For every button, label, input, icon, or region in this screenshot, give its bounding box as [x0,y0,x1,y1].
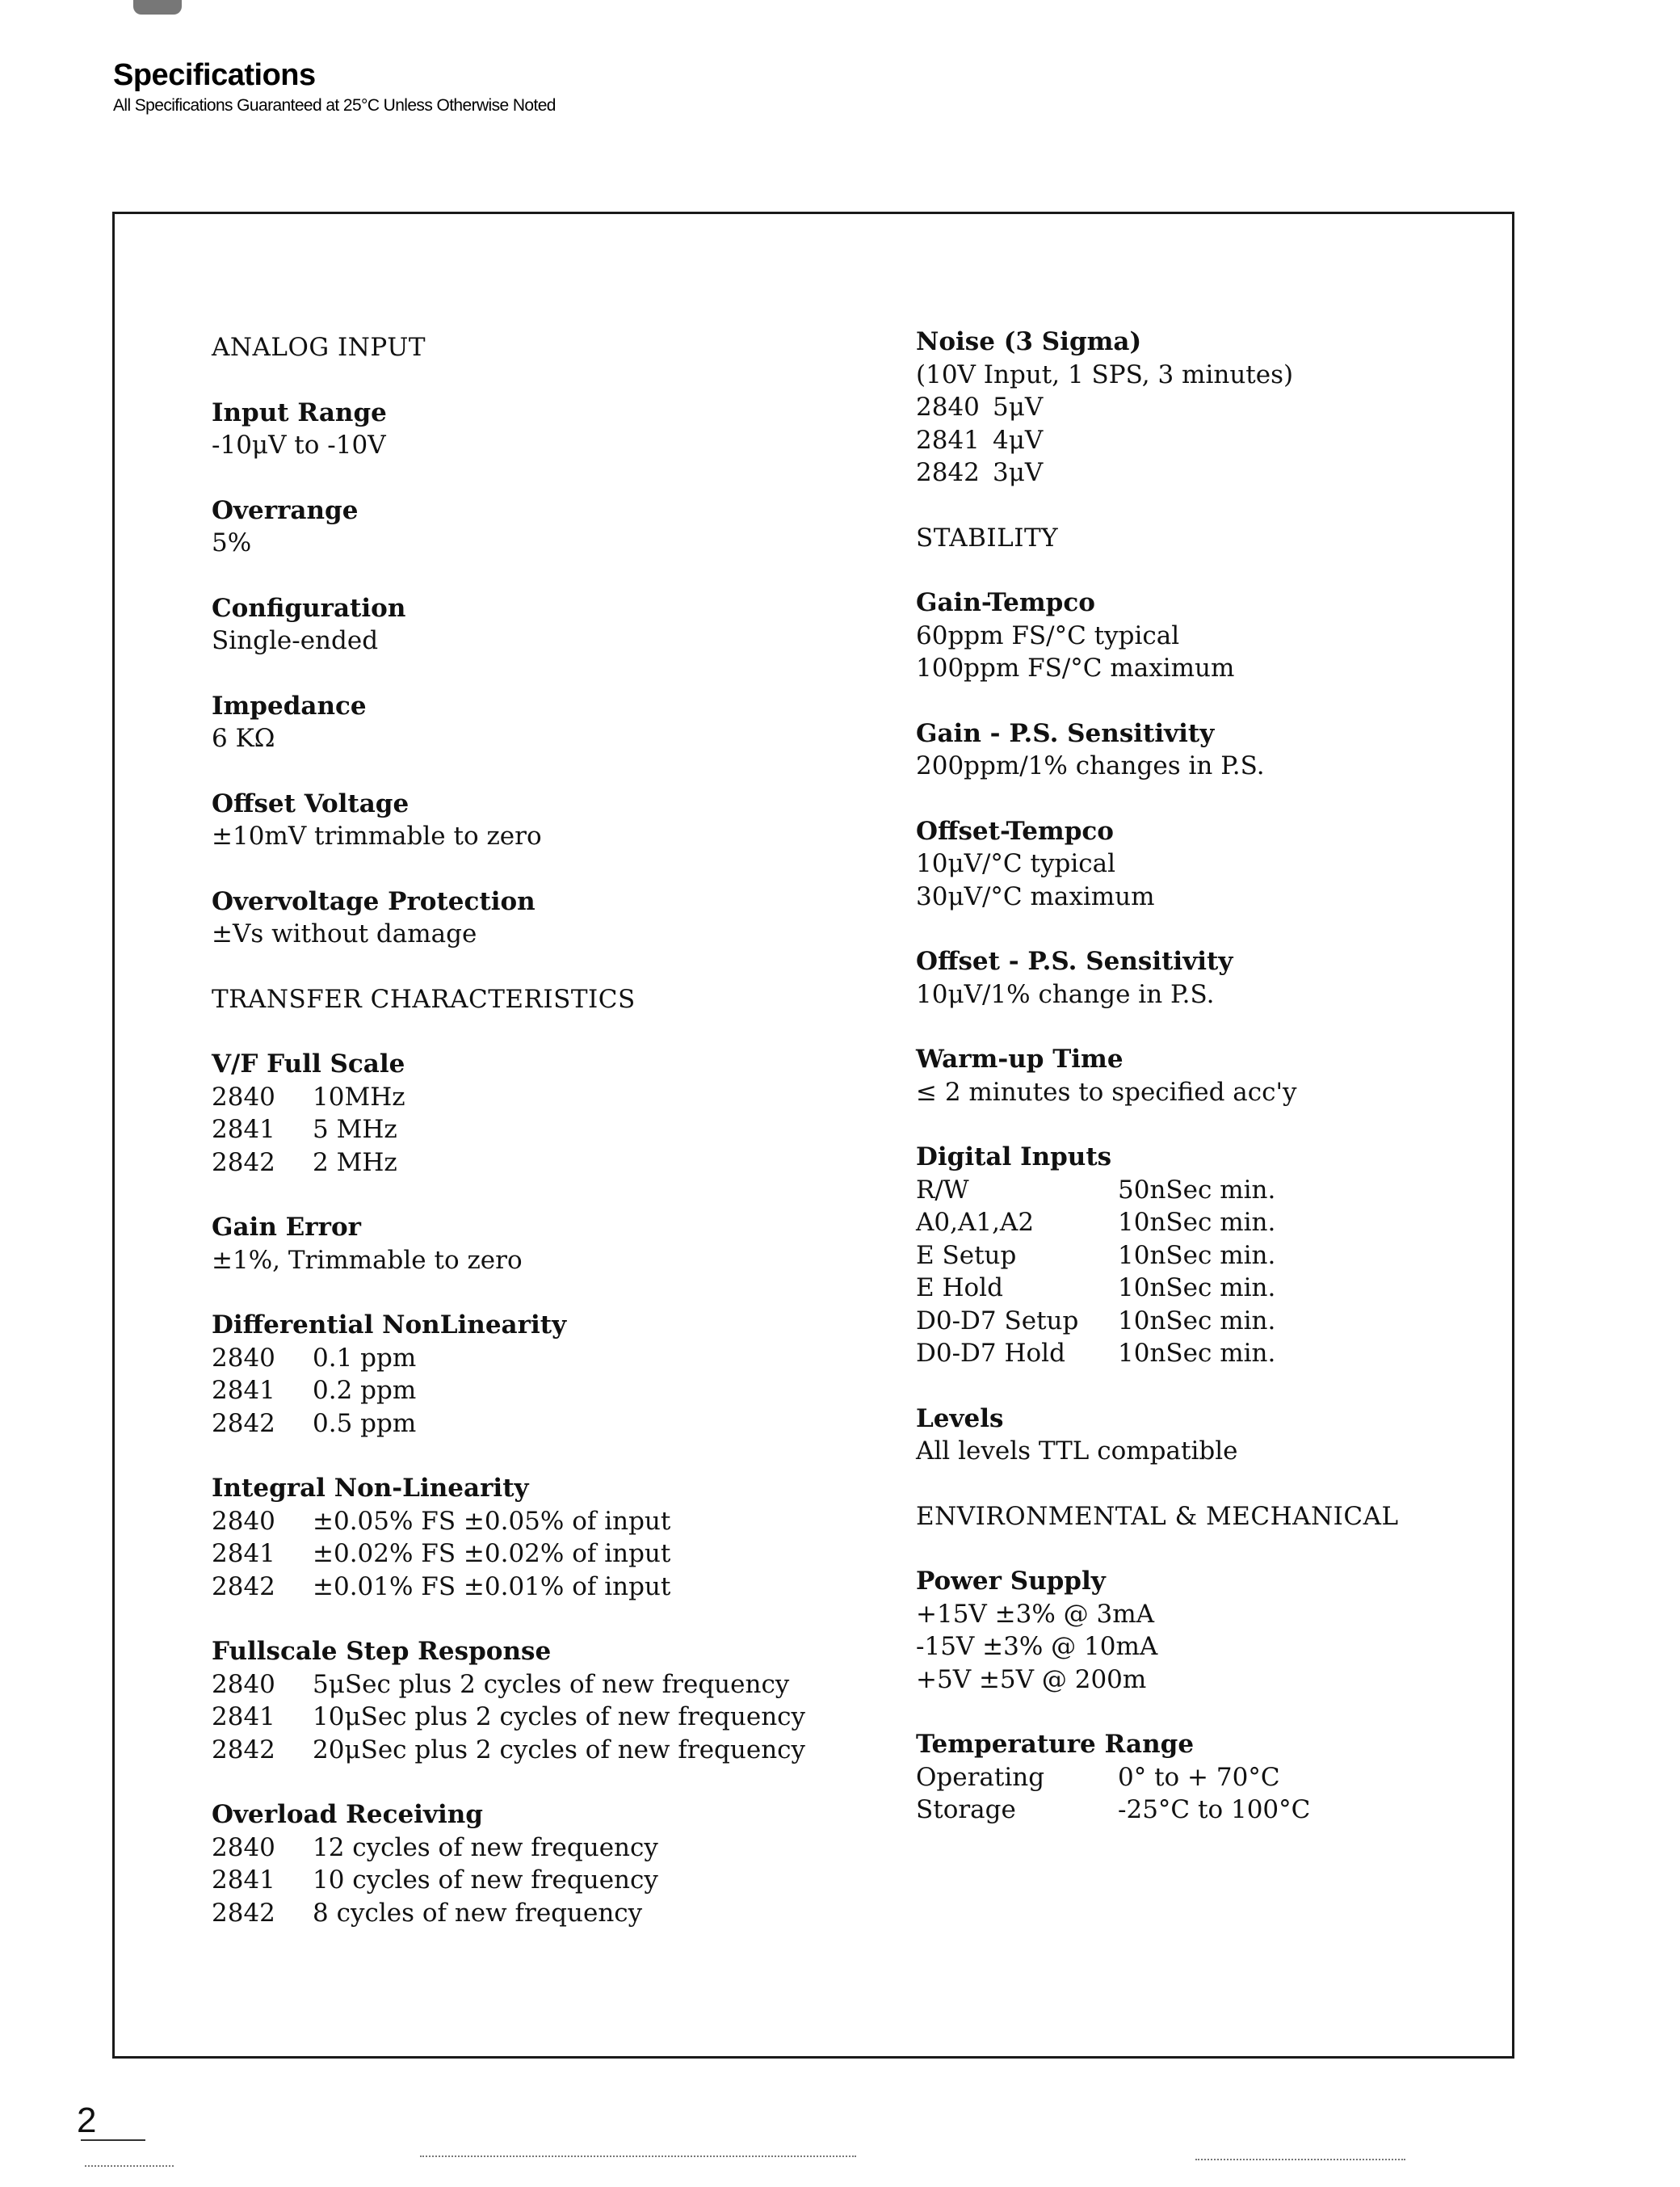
page-title: Specifications [113,58,316,92]
gain-tempco-typical: 60ppm FS/°C typical [916,620,1180,650]
offset-voltage-label: Offset Voltage [212,789,410,818]
input-range-label: Input Range [212,397,387,427]
table-row [212,1146,825,1180]
scan-noise [1195,2159,1405,2160]
section-transfer: TRANSFER CHARACTERISTICS [212,984,636,1014]
table-row [212,1374,825,1407]
gain-tempco-label: Gain-Tempco [916,588,1095,617]
spec-value: 4μV [993,425,1044,455]
noise-label: Noise (3 Sigma) [916,327,1142,356]
model-number: 2842 [212,1408,275,1438]
offset-voltage-value: ±10mV trimmable to zero [212,822,542,851]
table-row [212,1081,825,1114]
table-row [212,1832,825,1865]
digital-inputs-label: Digital Inputs [916,1142,1112,1171]
scan-artifact [133,0,182,15]
temperature-label: Temperature Range [916,1730,1195,1759]
spec-value: 0.2 ppm [313,1376,417,1405]
section-stability: STABILITY [916,523,1059,553]
model-number: 2842 [212,1147,275,1177]
vf-full-scale-label: V/F Full Scale [212,1049,405,1079]
table-row [916,424,1497,457]
spec-value: ±0.05% FS ±0.05% of input [313,1506,671,1536]
power-supply-label: Power Supply [916,1567,1106,1596]
section-environmental: ENVIRONMENTAL & MECHANICAL [916,1501,1399,1531]
signal-name: R/W [916,1175,969,1205]
spec-value: 8 cycles of new frequency [313,1898,643,1928]
spec-value: 12 cycles of new frequency [313,1832,658,1862]
table-row [916,1272,1497,1305]
signal-name: E Hold [916,1273,1003,1302]
spec-value: 0.5 ppm [313,1408,417,1438]
warmup-value: ≤ 2 minutes to specified acc'y [916,1077,1297,1107]
temperature-mode: Storage [916,1795,1016,1824]
inl-label: Integral Non-Linearity [212,1474,529,1503]
levels-value: All levels TTL compatible [916,1436,1238,1466]
spec-value: 10nSec min. [1118,1273,1276,1302]
scan-noise [420,2155,856,2157]
offset-ps-label: Offset - P.S. Sensitivity [916,947,1233,976]
model-number: 2841 [212,1376,275,1405]
table-row [212,1571,825,1604]
model-number: 2842 [916,458,980,487]
overrange-value: 5% [212,528,252,557]
table-row [916,1305,1497,1338]
model-number: 2841 [916,425,980,455]
right-column [916,326,1497,1827]
table-row [916,391,1497,424]
page-heading [113,58,556,116]
page-subtitle: All Specifications Guaranteed at 25°C Unless Otherwise Noted [113,96,556,115]
noise-note: (10V Input, 1 SPS, 3 minutes) [916,360,1294,389]
model-number: 2842 [212,1898,275,1928]
model-number: 2841 [212,1115,275,1144]
model-number: 2840 [212,1506,275,1536]
levels-label: Levels [916,1403,1004,1433]
spec-value: 5 MHz [313,1115,397,1144]
offset-ps-value: 10μV/1% change in P.S. [916,979,1215,1009]
spec-value: 10 cycles of new frequency [313,1865,658,1895]
power-supply-line: -15V ±3% @ 10mA [916,1632,1158,1661]
model-number: 2842 [212,1571,275,1601]
table-row [916,1206,1497,1239]
configuration-value: Single-ended [212,626,379,655]
dnl-label: Differential NonLinearity [212,1310,567,1340]
warmup-label: Warm-up Time [916,1045,1124,1074]
gain-error-label: Gain Error [212,1213,361,1242]
table-row [916,1174,1497,1207]
spec-value: 10nSec min. [1118,1208,1276,1237]
scan-noise [85,2165,174,2167]
table-row [212,1701,825,1734]
model-number: 2840 [212,1832,275,1862]
spec-value: 10μSec plus 2 cycles of new frequency [313,1702,806,1731]
spec-value: 20μSec plus 2 cycles of new frequency [313,1735,806,1764]
model-number: 2842 [212,1735,275,1764]
page-number-rule [81,2139,145,2141]
page-number: 2 [77,2101,97,2140]
spec-value: ±0.02% FS ±0.02% of input [313,1539,671,1568]
power-supply-line: +5V ±5V @ 200m [916,1664,1147,1694]
spec-value: 0° to + 70°C [1118,1762,1280,1792]
overload-label: Overload Receiving [212,1800,483,1829]
left-column [212,331,825,1929]
table-row [212,1113,825,1146]
table-row [212,1342,825,1375]
table-row [212,1897,825,1930]
spec-value: 2 MHz [313,1147,397,1177]
overvoltage-label: Overvoltage Protection [212,886,536,916]
table-row [212,1734,825,1767]
signal-name: A0,A1,A2 [916,1208,1035,1237]
spec-value: 10nSec min. [1118,1306,1276,1335]
spec-value: 10MHz [313,1082,405,1112]
spec-value: -25°C to 100°C [1118,1795,1311,1824]
spec-value: 10nSec min. [1118,1339,1276,1368]
model-number: 2840 [212,1082,275,1112]
table-row [212,1505,825,1538]
spec-value: ±0.01% FS ±0.01% of input [313,1571,671,1601]
impedance-label: Impedance [212,691,367,721]
spec-value: 3μV [993,458,1044,487]
table-row [916,1794,1497,1827]
offset-tempco-typical: 10μV/°C typical [916,849,1115,878]
table-row [916,1239,1497,1272]
table-row [212,1537,825,1571]
gain-ps-value: 200ppm/1% changes in P.S. [916,751,1265,780]
signal-name: D0-D7 Hold [916,1339,1065,1368]
signal-name: D0-D7 Setup [916,1306,1079,1335]
section-analog-input: ANALOG INPUT [212,333,426,362]
offset-tempco-label: Offset-Tempco [916,816,1114,846]
overrange-label: Overrange [212,495,359,525]
table-row [212,1668,825,1701]
model-number: 2840 [212,1343,275,1373]
table-row [916,1761,1497,1794]
signal-name: E Setup [916,1240,1017,1270]
model-number: 2841 [212,1539,275,1568]
gain-ps-label: Gain - P.S. Sensitivity [916,718,1215,748]
impedance-value: 6 KΩ [212,724,275,753]
spec-value: 5μSec plus 2 cycles of new frequency [313,1669,790,1699]
gain-error-value: ±1%, Trimmable to zero [212,1245,523,1275]
input-range-value: -10μV to -10V [212,431,386,460]
table-row [916,456,1497,490]
gain-tempco-max: 100ppm FS/°C maximum [916,654,1235,683]
configuration-label: Configuration [212,593,406,623]
offset-tempco-max: 30μV/°C maximum [916,881,1155,911]
power-supply-line: +15V ±3% @ 3mA [916,1599,1155,1629]
table-row [212,1864,825,1897]
model-number: 2840 [212,1669,275,1699]
model-number: 2841 [212,1702,275,1731]
spec-value: 50nSec min. [1118,1175,1276,1205]
model-number: 2840 [916,393,980,422]
spec-value: 10nSec min. [1118,1240,1276,1270]
model-number: 2841 [212,1865,275,1895]
spec-value: 5μV [993,393,1044,422]
temperature-mode: Operating [916,1762,1045,1792]
spec-value: 0.1 ppm [313,1343,417,1373]
table-row [212,1407,825,1440]
overvoltage-value: ±Vs without damage [212,919,477,948]
table-row [916,1337,1497,1370]
step-response-label: Fullscale Step Response [212,1637,552,1666]
